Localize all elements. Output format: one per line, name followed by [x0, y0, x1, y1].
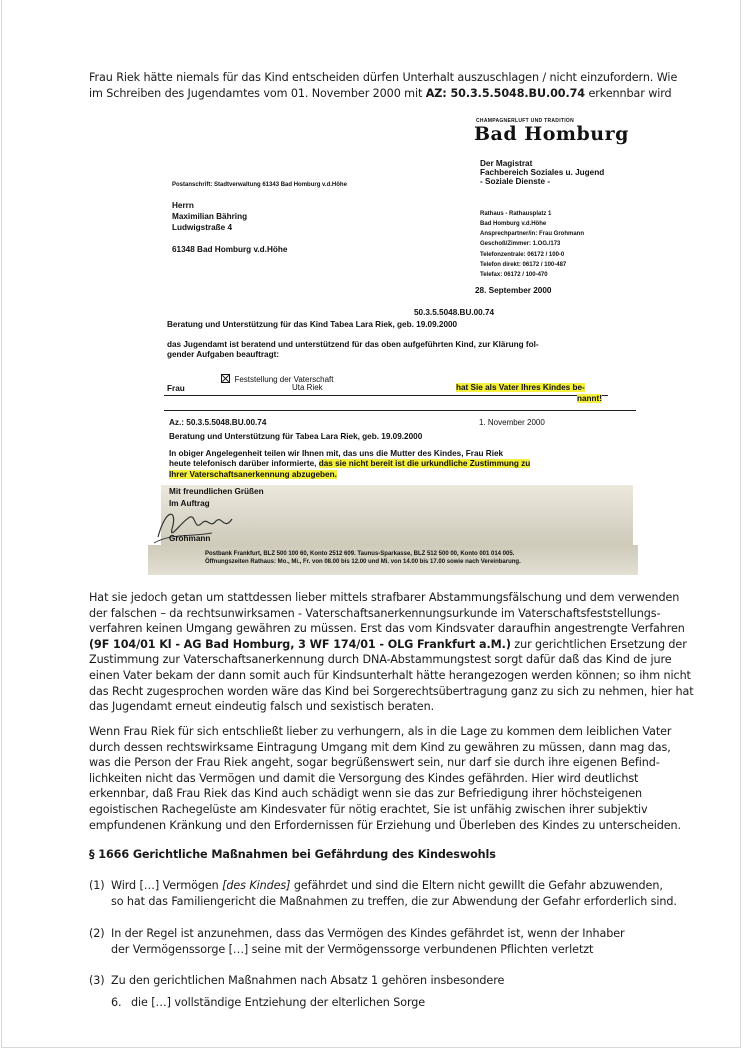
frau-highlight-2: nannt!: [577, 394, 603, 403]
law-clause-1-line-1: [89, 878, 669, 894]
letter-body-2b: [169, 459, 530, 468]
intro-paragraph: [89, 70, 678, 101]
scanned-letter: [118, 118, 638, 573]
letter-closing-1: Mit freundlichen Grüßen: [169, 487, 264, 496]
p2-line-6: einen Vater bekam der dann somit auch für Kindsunterhalt hätte herangezogen werden können; so ihm nicht: [89, 668, 691, 682]
frau-label: Frau: [167, 384, 185, 393]
recipient-line-2: Maximilian Bähring: [172, 212, 248, 221]
p2-line-7: das Recht zugesprochen worden wäre das Kind bei Sorgerechtsübertragung ganz zu sich zu nehmen, hier hat: [89, 684, 694, 698]
frau-highlight-1: hat Sie als Vater Ihres Kindes be-: [456, 383, 585, 392]
law-clause-3-item-number: 6.: [111, 995, 122, 1009]
letter-date-1: 28. September 2000: [475, 286, 552, 295]
letter-closing-2: Im Auftrag: [169, 499, 210, 508]
p2-line-5: Zustimmung zur Vaterschaftsanerkennung durch DNA-Abstammungstest sorgt dafür daß das Kind de jure: [89, 653, 672, 667]
sender-line: Postanschrift: Stadtverwaltung 61343 Bad Homburg v.d.Höhe: [172, 182, 347, 188]
paragraph-3: [89, 724, 681, 833]
info-line-1: Rathaus - Rathausplatz 1: [480, 211, 552, 217]
intro-line-2-end: erkennbar wird: [585, 86, 672, 100]
letter-body-1a: das Jugendamt ist beratend und unterstützend für das oben aufgeführten Kind, zur Klärung fol-: [167, 340, 539, 349]
letter-body-2c: Ihrer Vaterschaftsanerkennung abzugeben.: [169, 470, 337, 479]
p2-line-4-text: zur gerichtlichen Ersetzung der: [510, 637, 687, 651]
p2-case-reference: (9F 104/01 Kl - AG Bad Homburg, 3 WF 174/01 - OLG Frankfurt a.M.): [89, 637, 511, 651]
dept-line-2: Fachbereich Soziales u. Jugend: [480, 168, 605, 177]
info-line-2: Bad Homburg v.d.Höhe: [480, 221, 547, 227]
paragraph-2: [89, 590, 694, 715]
p2-line-4: [89, 637, 687, 653]
letter-divider-1: [164, 395, 608, 396]
info-line-7: Telefax: 06172 / 100-470: [480, 272, 548, 278]
law-clause-1-line-2: so hat das Familiengericht die Maßnahmen zu treffen, die zur Abwendung der Gefahr erforderlich sind.: [111, 894, 677, 908]
p2-line-3: verfahren keinen Umgang gewähren zu müssen. Erst das vom Kindsvater daraufhin angestrengte Verfahren: [89, 622, 685, 636]
law-clause-1-text-b: gefährdet und sind die Eltern nicht gewillt die Gefahr abzuwenden,: [290, 879, 663, 892]
p3-line-1: Wenn Frau Riek für sich entschließt lieber zu verhungern, als in die Lage zu kommen dem leiblichen Vater: [89, 725, 672, 738]
law-clause-1: [89, 878, 677, 909]
recipient-line-3: Ludwigstraße 4: [172, 223, 233, 232]
info-line-5: Telefonzentrale: 06172 / 100-0: [480, 252, 565, 258]
letter-body-2b-highlight: das sie nicht bereit ist die urkundliche Zustimmung zu: [318, 459, 531, 468]
info-line-3: Ansprechpartner/in: Frau Grohmann: [480, 231, 585, 237]
letter-signer: Grohmann: [169, 534, 211, 543]
law-clause-2-text-a: In der Regel ist anzunehmen, dass das Vermögen des Kindes gefährdet ist, wenn der Inhaber: [111, 927, 625, 940]
letter-date-2: 1. November 2000: [479, 418, 545, 427]
law-clause-3-text: Zu den gerichtlichen Maßnahmen nach Absatz 1 gehören insbesondere: [111, 974, 505, 987]
p3-line-6: egoistischen Rachegelüste am Kindesvater für nötig erachtet, Sie ist unfähig zwischen ihrer subjektiv: [89, 802, 648, 816]
law-clause-3: [89, 973, 669, 1010]
checked-box-icon: [221, 374, 230, 383]
intro-line-2: [89, 86, 672, 102]
check-label: Feststellung der Vaterschaft: [234, 375, 334, 384]
recipient-line-1: Herrn: [172, 201, 194, 210]
p2-line-1: Hat sie jedoch getan um stattdessen lieber mittels strafbarer Abstammungsfälschung und dem verwenden: [89, 591, 680, 604]
info-line-6: Telefon direkt: 06172 / 100-487: [480, 262, 567, 268]
law-clause-1-italic: [des Kindes]: [222, 879, 291, 892]
letter-subject-2: Beratung und Unterstützung für Tabea Lara Riek, geb. 19.09.2000: [169, 432, 423, 441]
p3-line-4: lichkeiten nicht das Vermögen und damit die Versorgung des Kindes gefährden. Hier wird deutlichst: [89, 771, 639, 785]
recipient-line-4: 61348 Bad Homburg v.d.Höhe: [172, 245, 288, 254]
p2-line-2: der falschen – da rechtsunwirksamen - Vaterschaftsanerkennungsurkunde im Vaterschaftsfeststellungs-: [89, 606, 661, 620]
frau-name: Uta Riek: [292, 383, 323, 392]
p2-line-8: das Jugendamt erneut eindeutig falsch und sexistisch beraten.: [89, 700, 435, 714]
intro-line-1: Frau Riek hätte niemals für das Kind entscheiden dürfen Unterhalt auszuschlagen / nicht einzufordern. Wie: [89, 71, 678, 84]
p3-line-2: durch dessen rechtswirksame Eintragung Umgang mit dem Kind zu gewähren zu müssen, dann mag das,: [89, 740, 671, 754]
info-line-4: Geschoß/Zimmer: 1.OG./173: [480, 241, 561, 247]
letter-divider-2: [164, 410, 636, 411]
p3-line-3: was die Person der Frau Riek angeht, sogar begrüßenswert sein, nur darf sie durch ihre eigenen Befind-: [89, 756, 660, 770]
p3-line-7: empfundenen Kränkung und den Erfordernissen für Erziehung und Überleben des Kindes zu unterscheiden.: [89, 818, 681, 832]
dept-line-3: - Soziale Dienste -: [480, 177, 551, 186]
p3-line-5: erkennbar, daß Frau Riek das Kind auch schädigt wenn sie das zur Befriedigung ihrer höchsteigenen: [89, 787, 643, 801]
law-clause-1-text-a: Wird […] Vermögen: [111, 879, 223, 892]
law-clause-3-item: [89, 995, 669, 1011]
law-clause-2-number: (2): [89, 927, 105, 940]
law-clause-2: [89, 926, 669, 957]
letter-subject-1: Beratung und Unterstützung für das Kind Tabea Lara Riek, geb. 19.09.2000: [167, 320, 458, 329]
city-logo: Bad Homburg: [474, 123, 629, 145]
law-clause-3-number: (3): [89, 974, 105, 987]
law-heading: § 1666 Gerichtliche Maßnahmen bei Gefährdung des Kindeswohls: [89, 848, 496, 861]
logo-tagline: CHAMPAGNERLUFT UND TRADITION: [476, 118, 575, 124]
law-clause-2-line-1: [89, 926, 669, 942]
intro-line-2-text: im Schreiben des Jugendamtes vom 01. November 2000 mit: [89, 86, 426, 100]
letter-az-1: 50.3.5.5048.BU.00.74: [414, 308, 495, 317]
letter-footer-2: Öffnungszeiten Rathaus: Mo., Mi., Fr. von 08.00 bis 12.00 und Mi. von 14.00 bis 17.00 sowie nach Vereinbarung.: [205, 559, 521, 565]
intro-az-reference: AZ: 50.3.5.5048.BU.00.74: [425, 86, 585, 100]
letter-footer-1: Postbank Frankfurt, BLZ 500 100 60, Konto 2512 609. Taunus-Sparkasse, BLZ 512 500 00, Konto 001 014 005.: [205, 551, 515, 557]
letter-body-1b: gender Aufgaben beauftragt:: [167, 350, 280, 359]
law-clause-2-line-2: der Vermögenssorge […] seine mit der Vermögenssorge verbundenen Pflichten verletzt: [111, 942, 594, 956]
dept-line-1: Der Magistrat: [480, 159, 533, 168]
law-clause-1-number: (1): [89, 879, 105, 892]
letter-body-2b-text: heute telefonisch darüber informierte,: [169, 459, 319, 468]
letter-body-2a: In obiger Angelegenheit teilen wir Ihnen mit, das uns die Mutter des Kindes, Frau Riek: [169, 449, 504, 458]
law-clause-3-item-text: die […] vollständige Entziehung der elterlichen Sorge: [131, 995, 426, 1009]
letter-az-2: Az.: 50.3.5.5048.BU.00.74: [169, 418, 267, 427]
law-clause-3-line-1: [89, 973, 669, 989]
